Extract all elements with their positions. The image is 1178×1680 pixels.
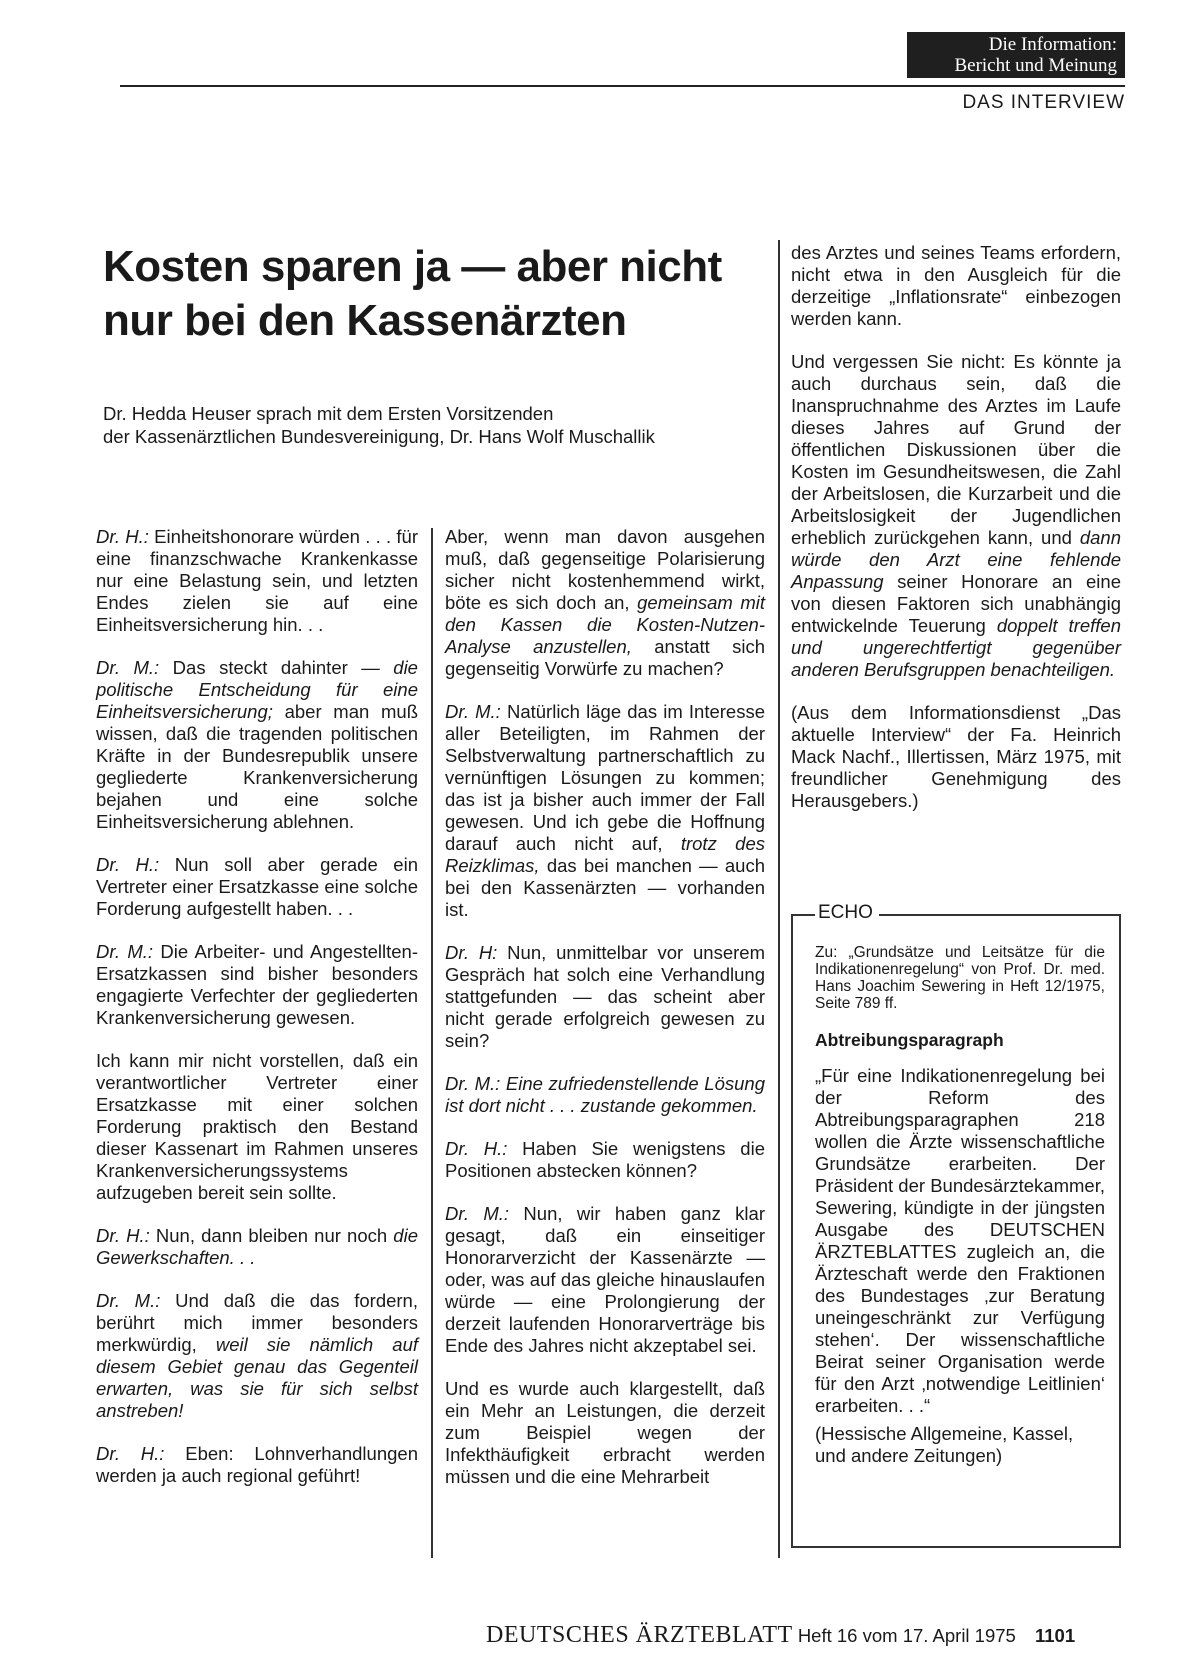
text: Nun, unmittelbar vor unserem Gespräch hat solch eine Verhandlung stattgefunden — das scheint aber nicht gerade erfolgreich gewesen zu sein? xyxy=(445,942,765,1051)
paragraph: (Aus dem Informationsdienst „Das aktuelle Interview“ der Fa. Heinrich Mack Nachf., Illertissen, März 1975, mit freundlicher Genehmigung des Herausgebers.) xyxy=(791,702,1121,811)
text: seiner Honorare an eine von diesen Faktoren sich unabhängig entwickelnde Teuerung xyxy=(791,571,1121,636)
text: Nun, dann bleiben nur noch xyxy=(149,1225,394,1246)
paragraph: des Arztes und seines Teams erfordern, nicht etwa in den Ausgleich für die derzeitige „Inflationsrate“ einbezogen werden kann. xyxy=(791,242,1121,329)
emphasis: trotz des Reizklimas, xyxy=(445,833,765,876)
speaker: Dr. H.: xyxy=(96,854,160,875)
page-footer xyxy=(486,1622,1075,1649)
paragraph xyxy=(96,1443,418,1487)
section-badge xyxy=(907,32,1125,78)
paragraph xyxy=(96,526,418,636)
border-segment xyxy=(791,914,815,916)
text: anstatt sich gegenseitig Vorwürfe zu machen? xyxy=(445,636,765,679)
paragraph xyxy=(445,1073,765,1117)
paragraph xyxy=(791,351,1121,681)
column-divider xyxy=(431,528,433,1558)
text: Die Arbeiter- und Angestellten-Ersatzkassen sind bisher besonders engagierte Verfechter der gegliederten Krankenversicherung gewesen. xyxy=(96,941,418,1028)
echo-quote: „Für eine Indikationenregelung bei der Reform des Abtreibungsparagraphen 218 wollen die Ärzte wissenschaftliche Grundsätze erarbeiten. Der Präsident der Bundesärztekammer, Sewering, kündigte in der jüngsten Ausgabe des DEUTSCHEN ÄRZTEBLATTES zugleich an, die Ärzteschaft werde den Fraktionen des Bundestages ‚zur Beratung uneingeschränkt zur Verfügung stehen‘. Der wissenschaftliche Beirat seiner Organisation werde für den Arzt ‚notwendige Leitlinien‘ erarbeiten. . .“ xyxy=(815,1065,1105,1416)
speaker: Dr. H.: xyxy=(96,526,149,547)
paragraph xyxy=(445,942,765,1052)
paragraph xyxy=(445,526,765,680)
text: Nun soll aber gerade ein Vertreter einer Ersatzkasse eine solche Forderung aufgestellt haben. . . xyxy=(96,854,418,919)
emphasis: gemeinsam mit den Kassen die Kosten-Nutzen-Analyse anzustellen, xyxy=(445,592,765,657)
column-2 xyxy=(445,526,765,1509)
text: Nun, wir haben ganz klar gesagt, daß ein einseitiger Honorarverzicht der Kassenärzte — oder, was auf das gleiche hinauslaufen würde — eine Prolongierung der derzeit laufenden Honorarverträge bis Ende des Jahres nicht akzeptabel sei. xyxy=(445,1203,765,1356)
column-divider xyxy=(778,240,780,1558)
text: Natürlich läge das im Interesse aller Beteiligten, im Rahmen der Selbstverwaltung partnerschaftlich zu vernünftigen Lösungen zu kommen; das ist ja bisher auch immer der Fall gewesen. Und ich gebe die Hoffnung darauf auch nicht auf, xyxy=(445,701,765,854)
paragraph: Ich kann mir nicht vorstellen, daß ein verantwortlicher Vertreter einer Ersatzkasse mit einer solchen Forderung praktisch den Bestand dieser Kassenart im Rahmen unseres Krankenversicherungssystems aufzugeben bereit sein sollte. xyxy=(96,1050,418,1203)
header-rule xyxy=(120,85,1125,87)
subtitle-line-2: der Kassenärztlichen Bundesvereinigung, Dr. Hans Wolf Muschallik xyxy=(103,426,655,447)
speaker: Dr. M.: xyxy=(96,1290,161,1311)
speaker: Dr. H.: xyxy=(96,1443,165,1464)
echo-source: (Hessische Allgemeine, Kassel, und andere Zeitungen) xyxy=(815,1423,1074,1466)
emphasis: weil sie nämlich auf diesem Gebiet genau das Gegenteil erwarten, was sie für sich selbst anstreben! xyxy=(96,1334,419,1421)
badge-line-1: Die Information: xyxy=(988,34,1117,55)
article-subtitle xyxy=(103,402,743,448)
speaker: Dr. M.: xyxy=(96,657,160,678)
paragraph xyxy=(96,941,418,1029)
speaker: Dr. M.: xyxy=(445,701,501,722)
speaker: Dr. H.: xyxy=(445,1138,508,1159)
paragraph xyxy=(445,701,765,921)
text: Haben Sie wenigstens die Positionen abstecken können? xyxy=(445,1138,765,1181)
badge-line-2: Bericht und Meinung xyxy=(954,55,1117,76)
speaker: Dr. H: xyxy=(445,942,498,963)
page-number: 1101 xyxy=(1034,1625,1076,1646)
section-label: DAS INTERVIEW xyxy=(962,92,1125,113)
speaker: Dr. M.: xyxy=(96,941,154,962)
speaker: Dr. H.: xyxy=(96,1225,150,1246)
text: Einheitshonorare würden . . . für eine finanzschwache Krankenkasse nur eine Belastung sein, und letzten Endes zielen sie auf eine Einheitsversicherung hin. . . xyxy=(96,526,418,635)
text: Aber, wenn man davon ausgehen muß, daß gegenseitige Polarisierung sicher nicht kostenhemmend wirkt, böte es sich doch an, xyxy=(445,526,765,613)
text: das bei manchen — auch bei den Kassenärzten — vorhanden ist. xyxy=(445,855,765,920)
emphasis: die Gewerkschaften. . . xyxy=(96,1225,418,1268)
paragraph: Und es wurde auch klargestellt, daß ein Mehr an Leistungen, die derzeit zum Beispiel wegen der Infekthäufigkeit erbracht werden müssen und die eine Mehrarbeit xyxy=(445,1378,765,1487)
column-3 xyxy=(791,242,1121,833)
paragraph xyxy=(96,1290,418,1422)
echo-heading: Abtreibungsparagraph xyxy=(815,1030,1004,1050)
issue-info: Heft 16 vom 17. April 1975 xyxy=(797,1625,1016,1646)
paragraph xyxy=(96,657,418,833)
subtitle-line-1: Dr. Hedda Heuser sprach mit dem Ersten Vorsitzenden xyxy=(103,403,554,424)
text: Eben: Lohnverhandlungen werden ja auch regional geführt! xyxy=(96,1443,418,1486)
journal-name: DEUTSCHES ÄRZTEBLATT xyxy=(486,1622,793,1648)
echo-content xyxy=(815,944,1105,1467)
paragraph xyxy=(96,1225,418,1269)
paragraph xyxy=(96,854,418,920)
speaker: Dr. M.: xyxy=(445,1203,510,1224)
text: aber man muß wissen, daß die tragenden politischen Kräfte in der Bundesrepublik unsere gegliederte Krankenversicherung bejahen und eine solche Einheitsversicherung ablehnen. xyxy=(96,701,418,832)
column-1 xyxy=(96,526,418,1508)
emphasis: Eine zufriedenstellende Lösung ist dort nicht . . . zustande gekommen. xyxy=(445,1073,765,1116)
text: Und vergessen Sie nicht: Es könnte ja auch durchaus sein, daß die Inanspruchnahme des Arztes im Laufe dieses Jahres auf Grund der öffentlichen Diskussionen über die Kosten im Gesundheitswesen, die Zahl der Arbeitslosen, die Kurzarbeit und die Arbeitslosigkeit der Jugendlichen erheblich zurückgehen kann, und xyxy=(791,351,1121,548)
paragraph xyxy=(445,1203,765,1357)
echo-label: ECHO xyxy=(818,902,873,923)
emphasis: doppelt treffen und ungerechtfertigt gegenüber anderen Berufsgruppen benachteiligen. xyxy=(791,615,1121,680)
emphasis: die politische Entscheidung für eine Einheitsversicherung; xyxy=(96,657,418,722)
border-segment xyxy=(879,914,1121,916)
text: Das steckt dahinter — xyxy=(159,657,394,678)
speaker: Dr. M.: xyxy=(445,1073,501,1094)
text: Und daß die das fordern, berührt mich immer besonders merkwürdig, xyxy=(96,1290,418,1355)
article-title: Kosten sparen ja — aber nicht nur bei den Kassenärzten xyxy=(103,242,722,345)
emphasis: dann würde den Arzt eine fehlende Anpassung xyxy=(791,527,1121,592)
paragraph xyxy=(445,1138,765,1182)
echo-reference: Zu: „Grundsätze und Leitsätze für die Indikationenregelung“ von Prof. Dr. med. Hans Joachim Sewering in Heft 12/1975, Seite 789 ff. xyxy=(815,944,1105,1012)
